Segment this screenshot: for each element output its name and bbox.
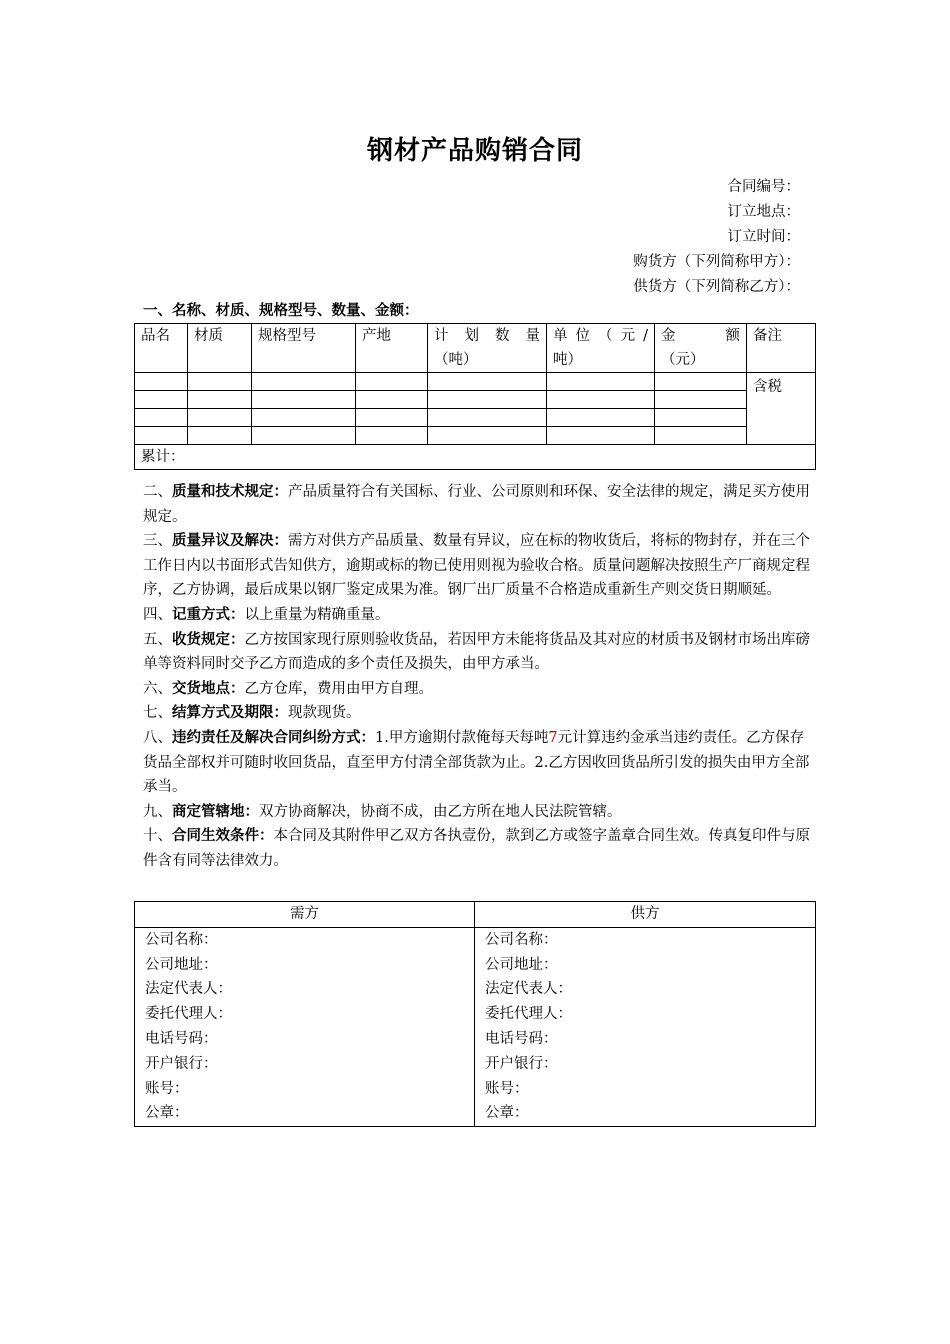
items-table bbox=[134, 323, 816, 470]
table-cell[interactable] bbox=[188, 373, 252, 391]
seller-column-heading: 供方 bbox=[475, 902, 816, 928]
table-cell[interactable] bbox=[356, 373, 428, 391]
signature-table bbox=[134, 901, 816, 1127]
signing-place-label: 订立地点： bbox=[727, 204, 800, 220]
table-row bbox=[135, 409, 816, 427]
table-cell[interactable] bbox=[655, 373, 747, 391]
buyer-account[interactable]: 账号： bbox=[145, 1080, 189, 1097]
table-cell[interactable] bbox=[655, 427, 747, 445]
seller-company-address[interactable]: 公司地址： bbox=[485, 956, 558, 973]
clause-5: 五、收货规定：乙方按国家现行原则验收货品，若因甲方未能将货品及其对应的材质书及钢材市场出库磅单等资料同时交予乙方而造成的多个责任及损失，由甲方承当。 bbox=[143, 631, 810, 673]
table-cell[interactable] bbox=[655, 409, 747, 427]
clause-6: 六、交货地点：乙方仓库，费用由甲方自理。 bbox=[143, 680, 433, 697]
table-cell[interactable] bbox=[356, 391, 428, 409]
table-cell[interactable] bbox=[547, 427, 655, 445]
buyer-phone[interactable]: 电话号码： bbox=[145, 1030, 218, 1047]
buyer-fields bbox=[135, 927, 475, 1126]
header-spec: 规格型号 bbox=[252, 324, 356, 373]
seller-fields bbox=[475, 927, 816, 1126]
table-cell[interactable] bbox=[547, 373, 655, 391]
buyer-bank[interactable]: 开户银行： bbox=[145, 1055, 218, 1072]
seller-account[interactable]: 账号： bbox=[485, 1080, 529, 1097]
header-amount: 金 额 （元） bbox=[655, 324, 747, 373]
contract-clauses bbox=[143, 480, 815, 874]
clause-9: 九、商定管辖地：双方协商解决，协商不成，由乙方所在地人民法院管辖。 bbox=[143, 803, 622, 820]
table-row bbox=[135, 427, 816, 445]
table-cell[interactable] bbox=[356, 427, 428, 445]
header-remark: 备注 bbox=[747, 324, 816, 373]
table-cell[interactable] bbox=[655, 391, 747, 409]
header-origin: 产地 bbox=[356, 324, 428, 373]
header-quantity: 计 划 数 量 （吨） bbox=[428, 324, 547, 373]
clause-10: 十、合同生效条件：本合同及其附件甲乙双方各执壹份，款到乙方或签字盖章合同生效。传真复印件与原件含有同等法律效力。 bbox=[143, 828, 810, 869]
seller-company-name[interactable]: 公司名称： bbox=[485, 931, 558, 948]
table-row bbox=[135, 391, 816, 409]
table-cell[interactable] bbox=[428, 409, 547, 427]
buyer-agent[interactable]: 委托代理人： bbox=[145, 1006, 232, 1023]
section-1-heading: 一、名称、材质、规格型号、数量、金额： bbox=[143, 303, 419, 319]
buyer-column-heading: 需方 bbox=[135, 902, 475, 928]
table-cell[interactable] bbox=[135, 427, 188, 445]
total-row bbox=[135, 445, 816, 470]
header-unit-price: 单 位 （ 元 / 吨） bbox=[547, 324, 655, 373]
seller-phone[interactable]: 电话号码： bbox=[485, 1030, 558, 1047]
clause-7: 七、结算方式及期限：现款现货。 bbox=[143, 705, 361, 722]
signature-header-row bbox=[135, 902, 816, 928]
seller-bank[interactable]: 开户银行： bbox=[485, 1055, 558, 1072]
buyer-company-address[interactable]: 公司地址： bbox=[145, 956, 218, 973]
clause-3: 三、质量异议及解决：需方对供方产品质量、数量有异议，应在标的物收货后，将标的物封存，并在三个工作日内以书面形式告知供方，逾期或标的物已使用则视为验收合格。质量问题解决按照生产厂商规定程序，乙方协调，最后成果以钢厂鉴定成果为准。钢厂出厂质量不合格造成重新生产则交货日期顺延。 bbox=[143, 533, 810, 599]
table-cell[interactable] bbox=[135, 409, 188, 427]
table-cell[interactable] bbox=[547, 391, 655, 409]
clause-4: 四、记重方式：以上重量为精确重量。 bbox=[143, 606, 390, 623]
seller-legal-rep[interactable]: 法定代表人： bbox=[485, 981, 572, 998]
table-cell[interactable] bbox=[252, 409, 356, 427]
seller-label: 供货方（下列简称乙方）： bbox=[633, 279, 800, 295]
buyer-company-name[interactable]: 公司名称： bbox=[145, 931, 218, 948]
document-title: 钢材产品购销合同 bbox=[366, 136, 583, 166]
table-cell[interactable] bbox=[188, 391, 252, 409]
signing-time-label: 订立时间： bbox=[727, 229, 800, 245]
table-cell[interactable] bbox=[135, 391, 188, 409]
table-cell[interactable] bbox=[252, 391, 356, 409]
header-product-name: 品名 bbox=[135, 324, 188, 373]
table-row bbox=[135, 373, 816, 391]
table-cell[interactable] bbox=[547, 409, 655, 427]
table-cell[interactable] bbox=[428, 391, 547, 409]
total-label: 累计： bbox=[135, 445, 816, 470]
seller-agent[interactable]: 委托代理人： bbox=[485, 1006, 572, 1023]
table-cell[interactable] bbox=[252, 427, 356, 445]
buyer-seal[interactable]: 公章： bbox=[145, 1105, 189, 1122]
table-cell[interactable] bbox=[356, 409, 428, 427]
table-cell[interactable] bbox=[135, 373, 188, 391]
signature-fields-row bbox=[135, 927, 816, 1126]
table-cell[interactable] bbox=[428, 427, 547, 445]
remark-tax-included: 含税 bbox=[747, 373, 816, 445]
buyer-legal-rep[interactable]: 法定代表人： bbox=[145, 981, 232, 998]
penalty-amount: 7 bbox=[548, 729, 558, 746]
table-cell[interactable] bbox=[188, 409, 252, 427]
seller-seal[interactable]: 公章： bbox=[485, 1105, 529, 1122]
table-cell[interactable] bbox=[428, 373, 547, 391]
items-header-row bbox=[135, 324, 816, 373]
buyer-label: 购货方（下列简称甲方）： bbox=[633, 254, 800, 270]
table-cell[interactable] bbox=[252, 373, 356, 391]
clause-2: 二、质量和技术规定：产品质量符合有关国标、行业、公司原则和环保、安全法律的规定，满足买方使用规定。 bbox=[143, 484, 810, 525]
clause-8: 八、违约责任及解决合同纠纷方式：1.甲方逾期付款俺每天每吨7元计算违约金承当违约责任。乙方保存货品全部权并可随时收回货品，直至甲方付清全部货款为止。2.乙方因收回货品所引发的损失由甲方全部承当。 bbox=[143, 729, 810, 796]
header-material: 材质 bbox=[188, 324, 252, 373]
contract-number-label: 合同编号： bbox=[727, 179, 800, 195]
table-cell[interactable] bbox=[188, 427, 252, 445]
